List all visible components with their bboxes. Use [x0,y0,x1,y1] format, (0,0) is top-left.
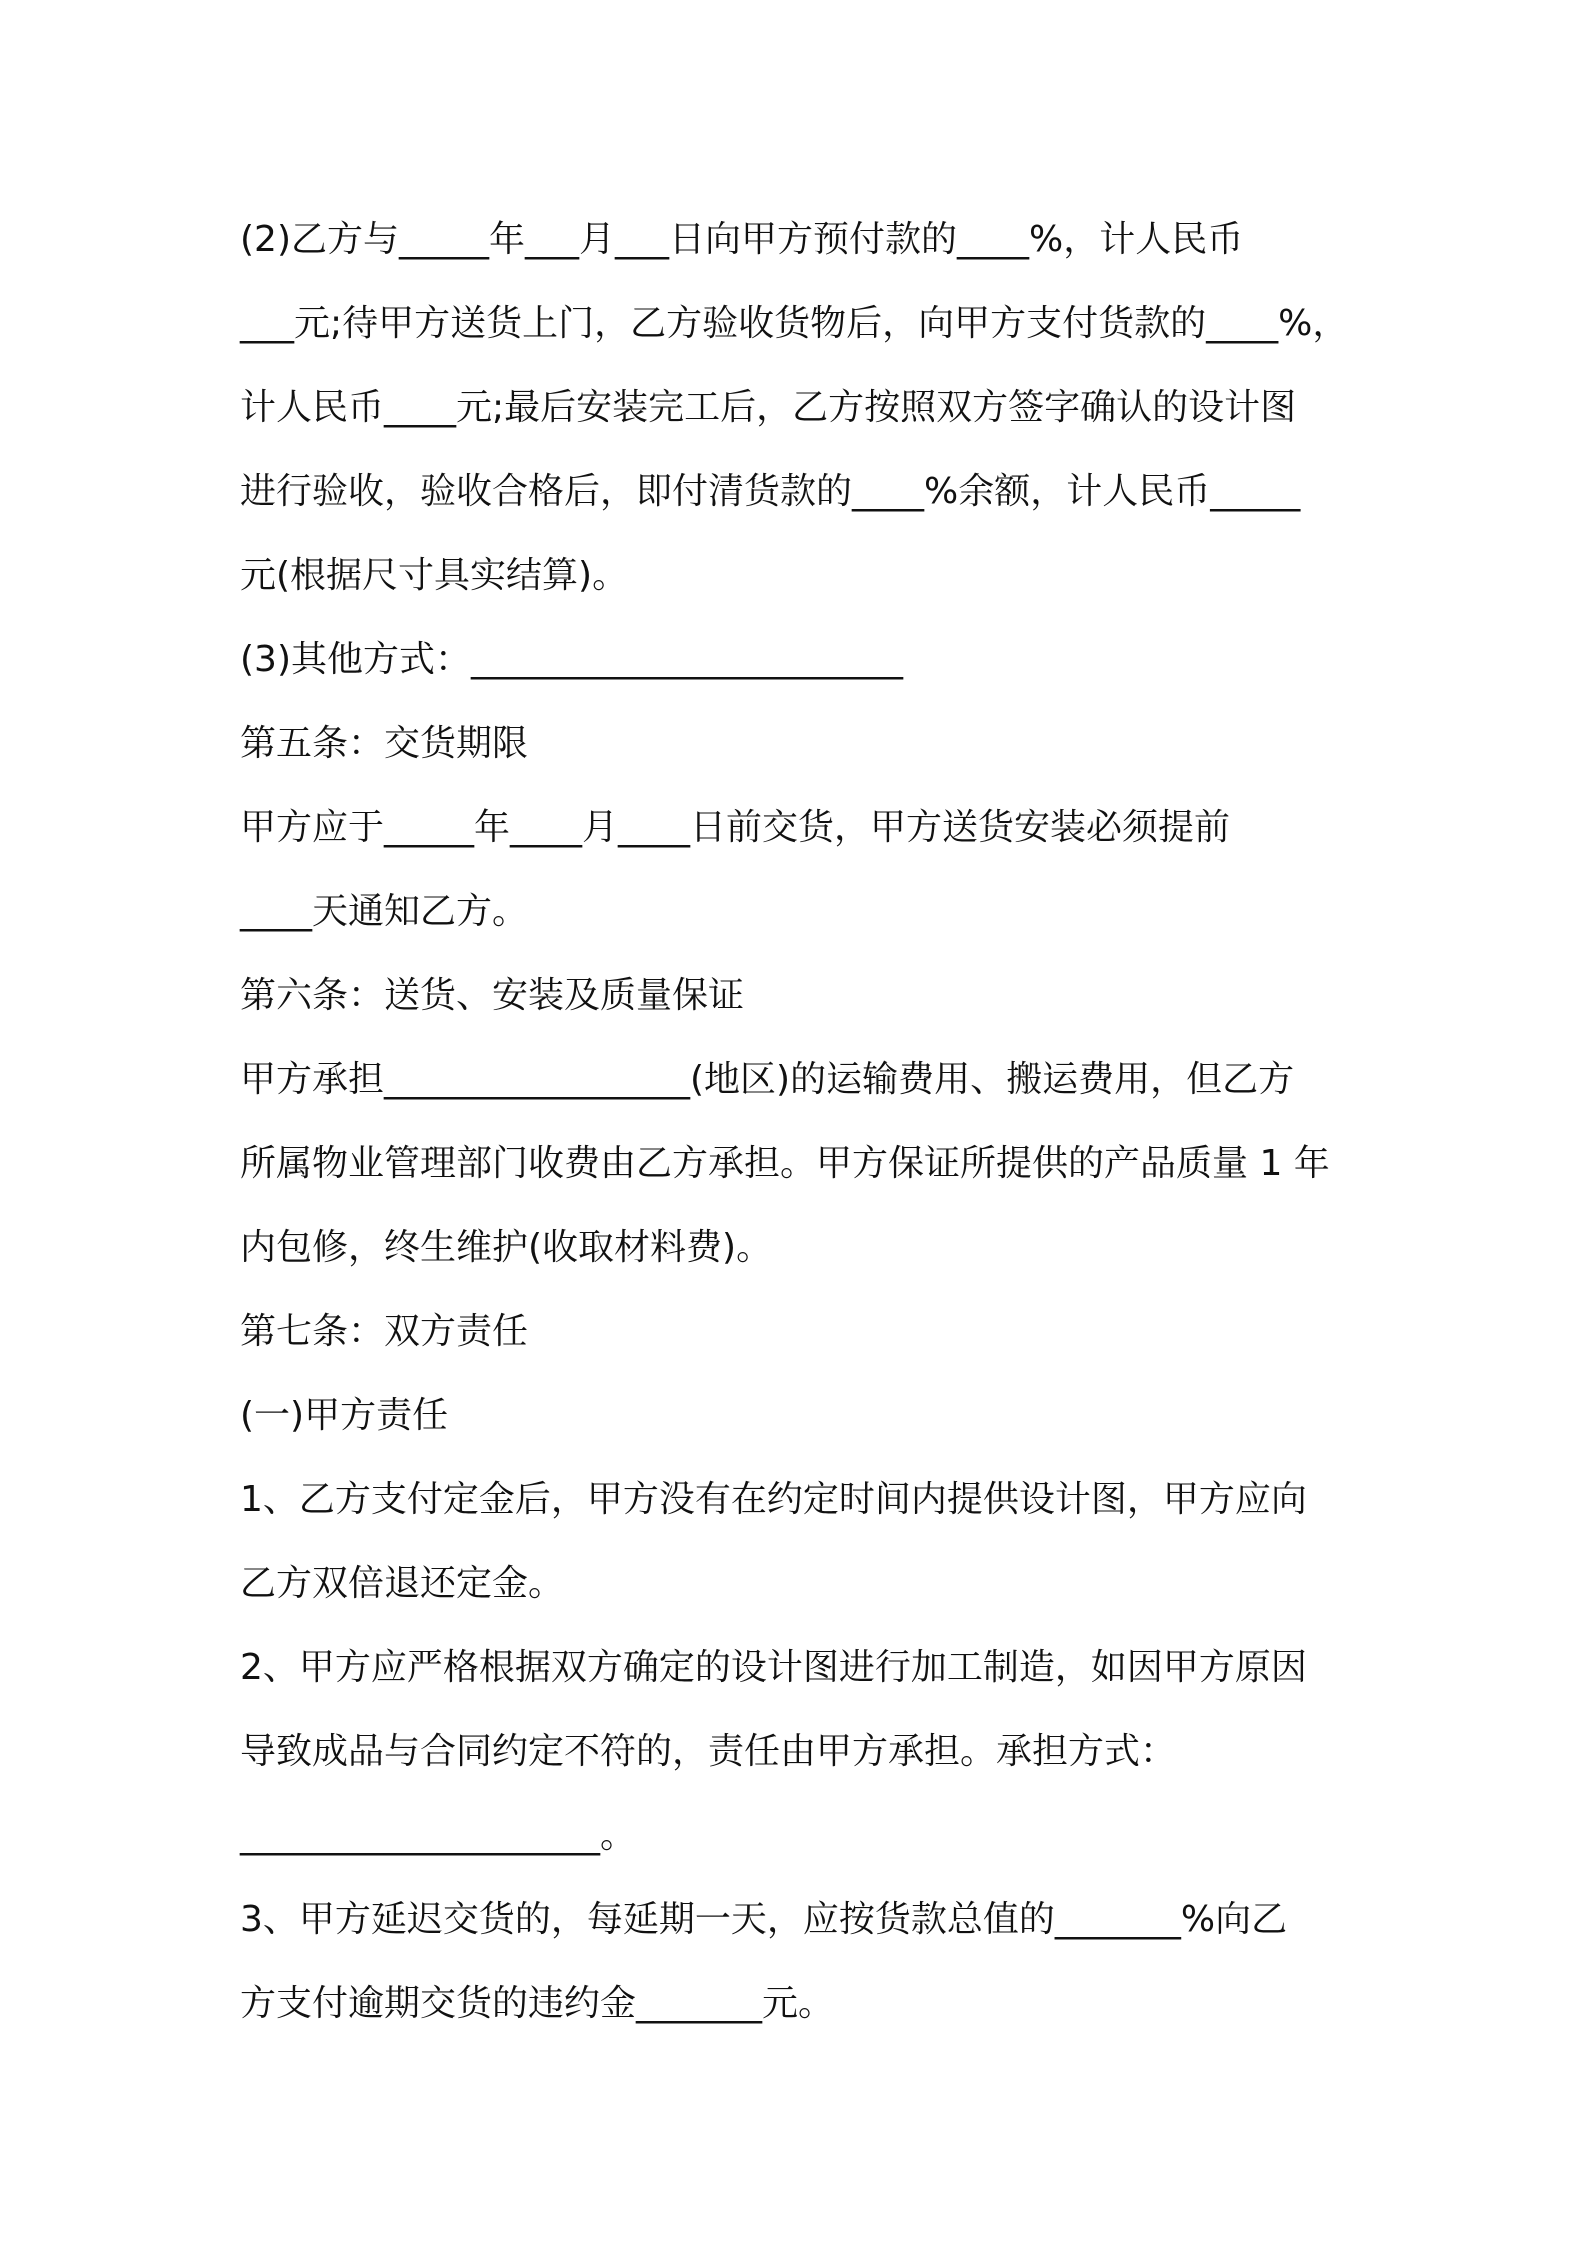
payment-installation-line: 计人民币____元;最后安装完工后，乙方按照双方签字确认的设计图 [240,387,1297,428]
article-seven-heading: 第七条：双方责任 [240,1311,529,1352]
other-method-line: (3)其他方式：________________________ [240,639,903,680]
payment-final-line: 进行验收，验收合格后，即付清货款的____%余额，计人民币_____ [240,471,1301,512]
article-six-heading: 第六条：送货、安装及质量保证 [240,975,745,1016]
party-a-responsibility-heading: (一)甲方责任 [240,1395,449,1436]
clause-two-line-2: 导致成品与合同约定不符的，责任由甲方承担。承担方式： [240,1731,1177,1772]
article-five-heading: 第五条：交货期限 [240,723,529,764]
payment-delivery-line: ___元;待甲方送货上门，乙方验收货物后，向甲方支付货款的____%， [240,303,1349,344]
clause-one-line-1: 1、乙方支付定金后，甲方没有在约定时间内提供设计图，甲方应向 [240,1479,1307,1520]
transport-cost-line: 甲方承担_________________(地区)的运输费用、搬运费用，但乙方 [240,1059,1295,1100]
delivery-date-line: 甲方应于_____年____月____日前交货，甲方送货安装必须提前 [240,807,1231,848]
document-body [240,198,1360,2046]
delivery-notice-line: ____天通知乙方。 [240,891,529,932]
clause-two-line-1: 2、甲方应严格根据双方确定的设计图进行加工制造，如因甲方原因 [240,1647,1307,1688]
clause-three-line-1: 3、甲方延迟交货的，每延期一天，应按货款总值的_______%向乙 [240,1899,1288,1940]
warranty-line: 内包修，终生维护(收取材料费)。 [240,1227,773,1268]
payment-settlement-line: 元(根据尺寸具实结算)。 [240,555,629,596]
property-fee-line: 所属物业管理部门收费由乙方承担。甲方保证所提供的产品质量 1 年 [240,1143,1330,1184]
clause-three-line-2: 方支付逾期交货的违约金_______元。 [240,1983,835,2024]
clause-one-line-2: 乙方双倍退还定金。 [240,1563,565,1604]
payment-advance-line: (2)乙方与_____年___月___日向甲方预付款的____%，计人民币 [240,219,1244,260]
clause-two-line-3: ____________________。 [240,1815,636,1856]
